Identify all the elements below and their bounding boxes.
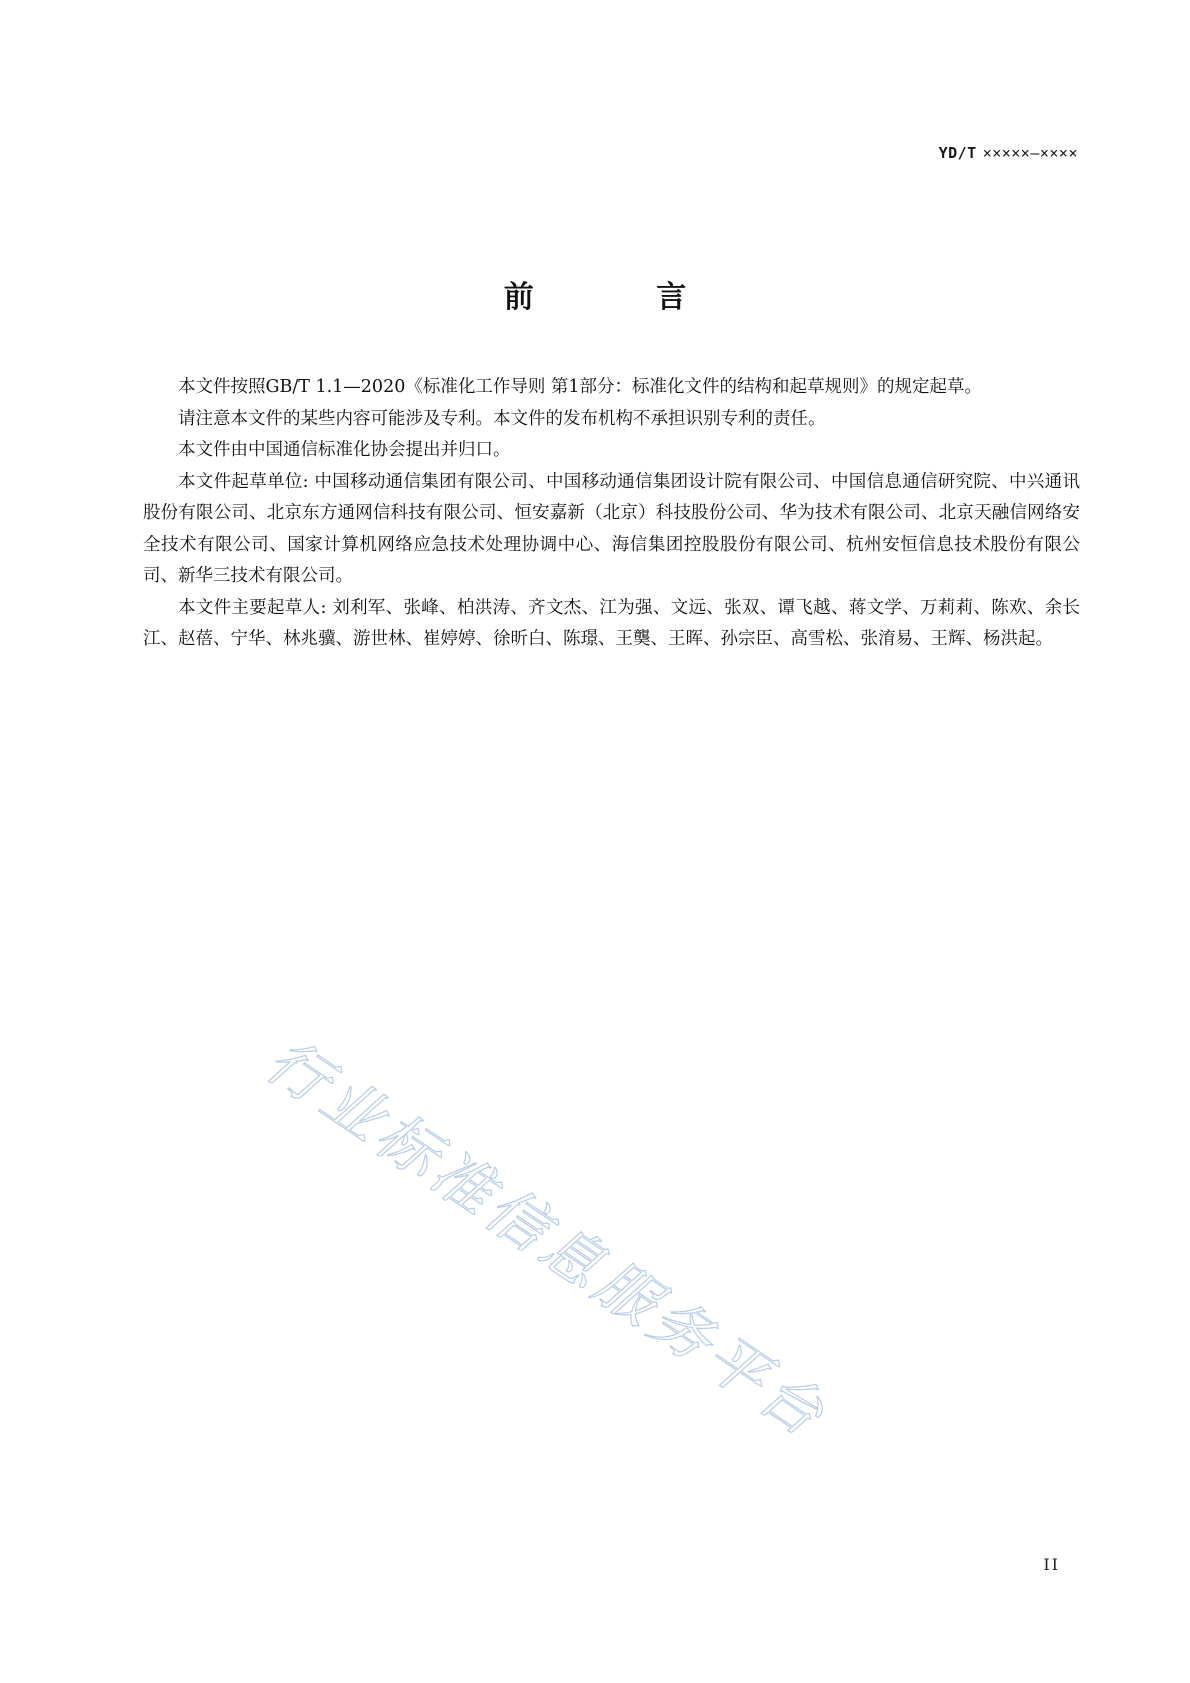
standard-code (939, 144, 1078, 162)
standard-code-number: ×××××—×××× (982, 144, 1078, 162)
paragraph-proposer: 本文件由中国通信标准化协会提出并归口。 (178, 440, 511, 460)
watermark: 行业标准信息服务平台 (253, 1025, 840, 1453)
paragraph-patent-notice: 请注意本文件的某些内容可能涉及专利。本文件的发布机构不承担识别专利的责任。 (178, 408, 826, 429)
page-number: II (1043, 1555, 1060, 1574)
paragraph-drafting-units: 本文件起草单位: 中国移动通信集团有限公司、中国移动通信集团设计院有限公司、中国信息通信研究院、中兴通讯股份有限公司、北京东方通网信科技有限公司、恒安嘉新（北京）科技股份公司、华为技术有限公司、北京天融信网络安全技术有限公司、国家计算机网络应急技术处理协调中心、海信集团控股股份有限公司、杭州安恒信息技术股份有限公司、新华三技术有限公司。 (143, 471, 1080, 586)
standard-code-prefix: YD/T (938, 144, 977, 162)
paragraph-drafting-rules: 本文件按照GB/T 1.1—2020《标准化工作导则 第1部分：标准化文件的结构和起草规则》的规定起草。 (178, 377, 983, 397)
foreword-body (143, 372, 1080, 656)
paragraph-drafters: 本文件主要起草人: 刘利军、张峰、柏洪涛、齐文杰、江为强、文远、张双、谭飞越、蒋文学、万莉莉、陈欢、余长江、赵蓓、宁华、林兆骥、游世林、崔婷婷、徐昕白、陈璟、王龑、王晖、孙宗臣、高雪松、张淯易、王辉、杨洪起。 (143, 597, 1080, 649)
page-title: 前 言 (503, 280, 743, 315)
